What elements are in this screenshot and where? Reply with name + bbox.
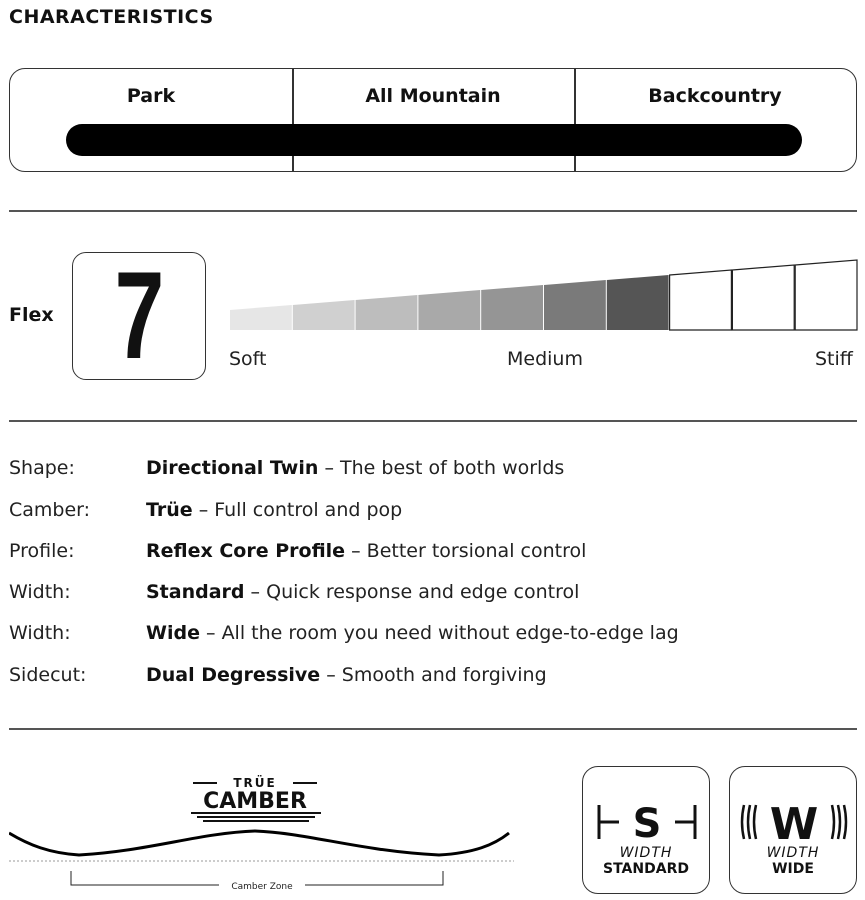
flex-segment <box>544 280 606 330</box>
terrain-label-backcountry: Backcountry <box>648 85 782 107</box>
spec-name: Standard <box>146 581 245 603</box>
spec-key: Camber: <box>9 499 91 521</box>
camber-profile <box>9 775 514 893</box>
width-standard-caption-2: STANDARD <box>603 861 689 877</box>
divider <box>9 210 857 212</box>
spec-key: Sidecut: <box>9 664 87 686</box>
flex-rating-value: 7 <box>114 247 164 385</box>
terrain-range-bar <box>66 124 802 156</box>
spec-desc: Smooth and forgiving <box>341 664 547 686</box>
spec-name: Wide <box>146 622 200 644</box>
spec-desc: Quick response and edge control <box>266 581 580 603</box>
logo-top-text: TRÜE <box>233 776 277 790</box>
camber-profile-graphic <box>9 775 514 893</box>
width-wide-logo <box>729 766 857 894</box>
flex-segment <box>481 285 543 330</box>
width-wide-caption-2: WIDE <box>772 861 814 877</box>
flex-segment <box>607 275 669 330</box>
true-camber-logo <box>191 775 321 821</box>
spec-name: Directional Twin <box>146 457 319 479</box>
terrain-label-park: Park <box>126 85 176 107</box>
board-profile-line <box>9 831 509 855</box>
flex-segment <box>670 270 732 330</box>
spec-desc: Better torsional control <box>366 540 587 562</box>
spec-row-profile: Profile: Reflex Core Profile – Better torsional control <box>9 540 587 562</box>
flex-segment <box>418 290 480 330</box>
spec-key: Width: <box>9 622 71 644</box>
spec-name: Trüe <box>146 499 193 521</box>
divider <box>9 728 857 730</box>
spec-name: Dual Degressive <box>146 664 321 686</box>
flex-rating-box <box>72 247 206 385</box>
terrain-panel <box>9 68 857 172</box>
flex-segment <box>230 305 292 330</box>
width-standard-glyph: S <box>632 801 662 847</box>
spec-name: Reflex Core Profile <box>146 540 346 562</box>
spec-row-width-standard: Width: Standard – Quick response and edge control <box>9 581 580 603</box>
flex-segment <box>795 260 857 330</box>
spec-row-width-wide: Width: Wide – All the room you need without edge-to-edge lag <box>9 622 679 644</box>
width-standard-logo <box>582 766 710 894</box>
flex-tick-medium: Medium <box>507 348 583 370</box>
divider <box>9 420 857 422</box>
logo-main-text: CAMBER <box>203 789 307 814</box>
flex-tick-soft: Soft <box>229 348 267 370</box>
spec-desc: All the room you need without edge-to-edge lag <box>221 622 679 644</box>
spec-key: Width: <box>9 581 71 603</box>
spec-desc: The best of both worlds <box>340 457 565 479</box>
flex-tick-stiff: Stiff <box>815 348 853 370</box>
flex-label: Flex <box>9 304 54 326</box>
flex-segment <box>293 300 355 330</box>
spec-row-sidecut: Sidecut: Dual Degressive – Smooth and forgiving <box>9 664 547 686</box>
width-standard-caption-1: WIDTH <box>619 845 673 861</box>
flex-segment <box>732 265 794 330</box>
spec-key: Shape: <box>9 457 75 479</box>
flex-scale-graphic <box>229 258 859 332</box>
page-title: CHARACTERISTICS <box>9 6 214 28</box>
spec-row-shape: Shape: Directional Twin – The best of both worlds <box>9 457 565 479</box>
spec-row-camber: Camber: Trüe – Full control and pop <box>9 499 403 521</box>
flex-scale <box>229 258 859 332</box>
terrain-label-all-mountain: All Mountain <box>365 85 501 107</box>
width-wide-caption-1: WIDTH <box>766 845 820 861</box>
width-wide-glyph: W <box>769 799 819 850</box>
spec-key: Profile: <box>9 540 75 562</box>
spec-desc: Full control and pop <box>214 499 403 521</box>
camber-zone-label: Camber Zone <box>231 882 293 892</box>
flex-segment <box>356 295 418 330</box>
